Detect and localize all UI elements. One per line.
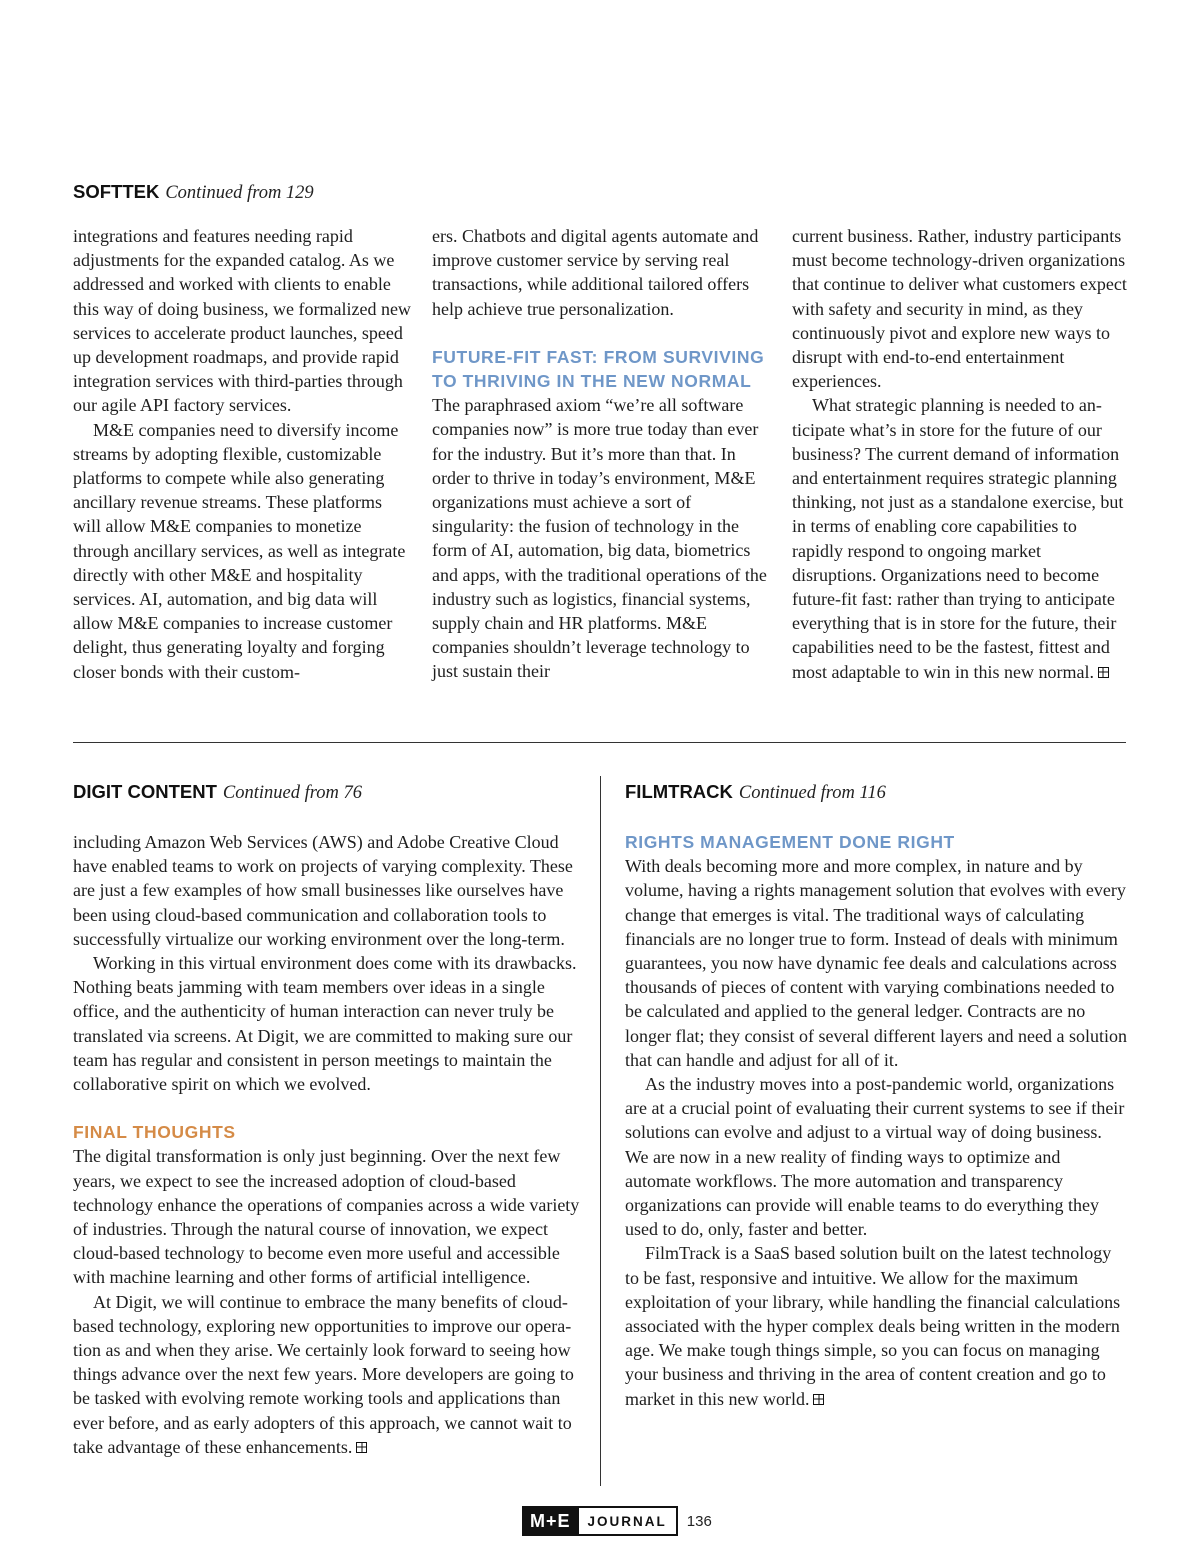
journal-wordmark: JOURNAL: [579, 1506, 678, 1536]
section-divider: [73, 742, 1126, 743]
end-mark-icon: [1098, 667, 1109, 678]
filmtrack-paragraph: With deals becoming more and more complex, in nature and by volume, having a rights management solution that evolves with every change that emerges is vital. The traditional ways of calculating financials are no longer true to form. Instead of deals with minimum guarantees, you now have dynamic fee deals and calculations across thousands of pieces of content with varying combinations needed to be calculated and applied to the general ledger. Contracts are no longer flat; they consist of several different layers and need a solution that can handle and adjust for all of it.: [625, 856, 1128, 1070]
filmtrack-paragraph-last: [625, 1241, 1127, 1410]
digit-paragraph: including Amazon Web Services (AWS) and Adobe Creative Cloud have enabled teams to work on projects of varying complexity. These are just a few examples of how small businesses like ourselves have been using cloud-based communication and collaboration tools to successfully virtualize our working environment over the long-term.: [73, 832, 573, 949]
section-heading-final-thoughts: FINAL THOUGHTS: [73, 1122, 236, 1143]
softtek-continued: Continued from 129: [165, 183, 314, 203]
page-footer: [522, 1506, 712, 1536]
softtek-column-2: [432, 224, 768, 684]
me-logo: M+E: [522, 1506, 579, 1536]
digit-closing-text: At Digit, we will continue to embrace the many benefits of cloud-based technology, exploring new opportunities to improve our operation as and when they arise. We certainly look forward to seeing how things advance over the next few years. More developers are going to be tasked with evolving remote working tools and applications than ever before, and as early adopters of this approach, we cannot wait to take advantage of these enhancements.: [73, 1291, 574, 1457]
digit-paragraph-last: [73, 1290, 589, 1459]
softtek-paragraph: ers. Chatbots and digital agents automate and improve customer service by serving real transactions, while additional tailored offers help achieve true personalization.: [432, 226, 759, 319]
digit-company: DIGIT CONTENT: [73, 781, 217, 802]
digit-paragraph: Working in this virtual environment does come with its drawbacks. Nothing beats jamming with team members over ideas in a single office, and the authenticity of human interaction can never truly be translated via screens. At Digit, we are committed to making sure our team has regular and consistent in person meetings to maintain the collaborative spirit on which we evolved.: [73, 953, 577, 1095]
filmtrack-header: [625, 780, 886, 805]
filmtrack-column: [625, 830, 1127, 1411]
column-divider: [600, 776, 601, 1486]
digit-column: [73, 830, 589, 1459]
softtek-paragraph: integrations and features needing rapid adjustments for the expanded catalog. As we addressed and worked with clients to enable this way of doing business, we formalized new services to accelerate product launches, speed up development roadmaps, and provide rapid integration services with third-parties through our agile API factory services.: [73, 226, 411, 416]
filmtrack-company: FILMTRACK: [625, 781, 733, 802]
page-number: 136: [686, 1512, 712, 1530]
softtek-paragraph: M&E companies need to diversify income streams by adopting flexible, customizable platforms to compete while also generating ancillary revenue streams. These platforms will allow M&E companies to monetize through ancillary services, as well as integrate directly with other M&E and hospitality services. AI, automation, and big data will allow M&E companies to increase customer delight, thus generating loyalty and forging closer bonds with their custom-: [73, 419, 406, 682]
softtek-column-3: [792, 224, 1128, 684]
softtek-closing-text: What strategic planning is needed to anticipate what’s in store for the future of our business? The current demand of information and entertainment requires strategic planning thinking, not just as a standalone exercise, but in terms of enabling core capabilities to rapidly respond to ongoing market disruptions. Organizations need to become future-fit fast: rather than trying to anticipate everything that is in store for the future, their capabilities need to be the fastest, fittest and most adaptable to win in this new normal.: [792, 395, 1124, 682]
digit-paragraph: The digital transformation is only just beginning. Over the next few years, we expect to see the increased adoption of cloud-based technology enhance the operations of companies across a wide variety of industries. Through the natural course of innovation, we expect cloud-based technology to become even more useful and accessible with machine learning and other forms of artificial intelligence.: [73, 1146, 580, 1288]
end-mark-icon: [813, 1394, 824, 1405]
section-heading-rights-management: RIGHTS MANAGEMENT DONE RIGHT: [625, 832, 955, 852]
digit-header: [73, 780, 362, 805]
filmtrack-closing-text: FilmTrack is a SaaS based solution built on the latest technology to be fast, responsive and intuitive. We allow for the maximum exploitation of your library, while handling the financial calculations associated with the hyper complex deals being written in the modern age. We make tough things simple, so you can focus on managing your business and thriving in the area of content creation and go to market in this new world.: [625, 1243, 1121, 1409]
softtek-header: [73, 180, 314, 205]
softtek-company: SOFTTEK: [73, 181, 160, 202]
filmtrack-paragraph: As the industry moves into a post-pandemic world, organizations are at a crucial point of evaluating their current systems to see if their solutions can evolve and adjust to a virtual way of doing business. We are now in a new reality of finding ways to optimize and automate workflows. The more automation and transparency organizations can provide will enable teams to do everything they used to do, only, faster and better.: [625, 1074, 1125, 1240]
softtek-column-1: [73, 224, 413, 684]
end-mark-icon: [356, 1442, 367, 1453]
softtek-paragraph: current business. Rather, industry participants must become technology-driven organizations that continue to deliver what customers expect with safety and security in mind, as they continuously pivot and explore new ways to disrupt with end-to-end entertainment experiences.: [792, 226, 1127, 392]
softtek-paragraph: The paraphrased axiom “we’re all software companies now” is more true today than ever for the industry. But it’s more than that. In order to thrive in today’s environment, M&E organizations must achieve a sort of singularity: the fusion of technology in the form of AI, automation, big data, biometrics and apps, with the traditional operations of the industry such as logistics, financial systems, supply chain and HR platforms. M&E companies shouldn’t leverage technology to just sustain their: [432, 395, 767, 682]
softtek-paragraph-last: [792, 393, 1128, 683]
filmtrack-continued: Continued from 116: [738, 783, 886, 803]
digit-continued: Continued from 76: [222, 783, 362, 803]
section-heading-future-fit: FUTURE-FIT FAST: FROM SURVIVING TO THRIVING IN THE NEW NORMAL: [432, 346, 765, 392]
